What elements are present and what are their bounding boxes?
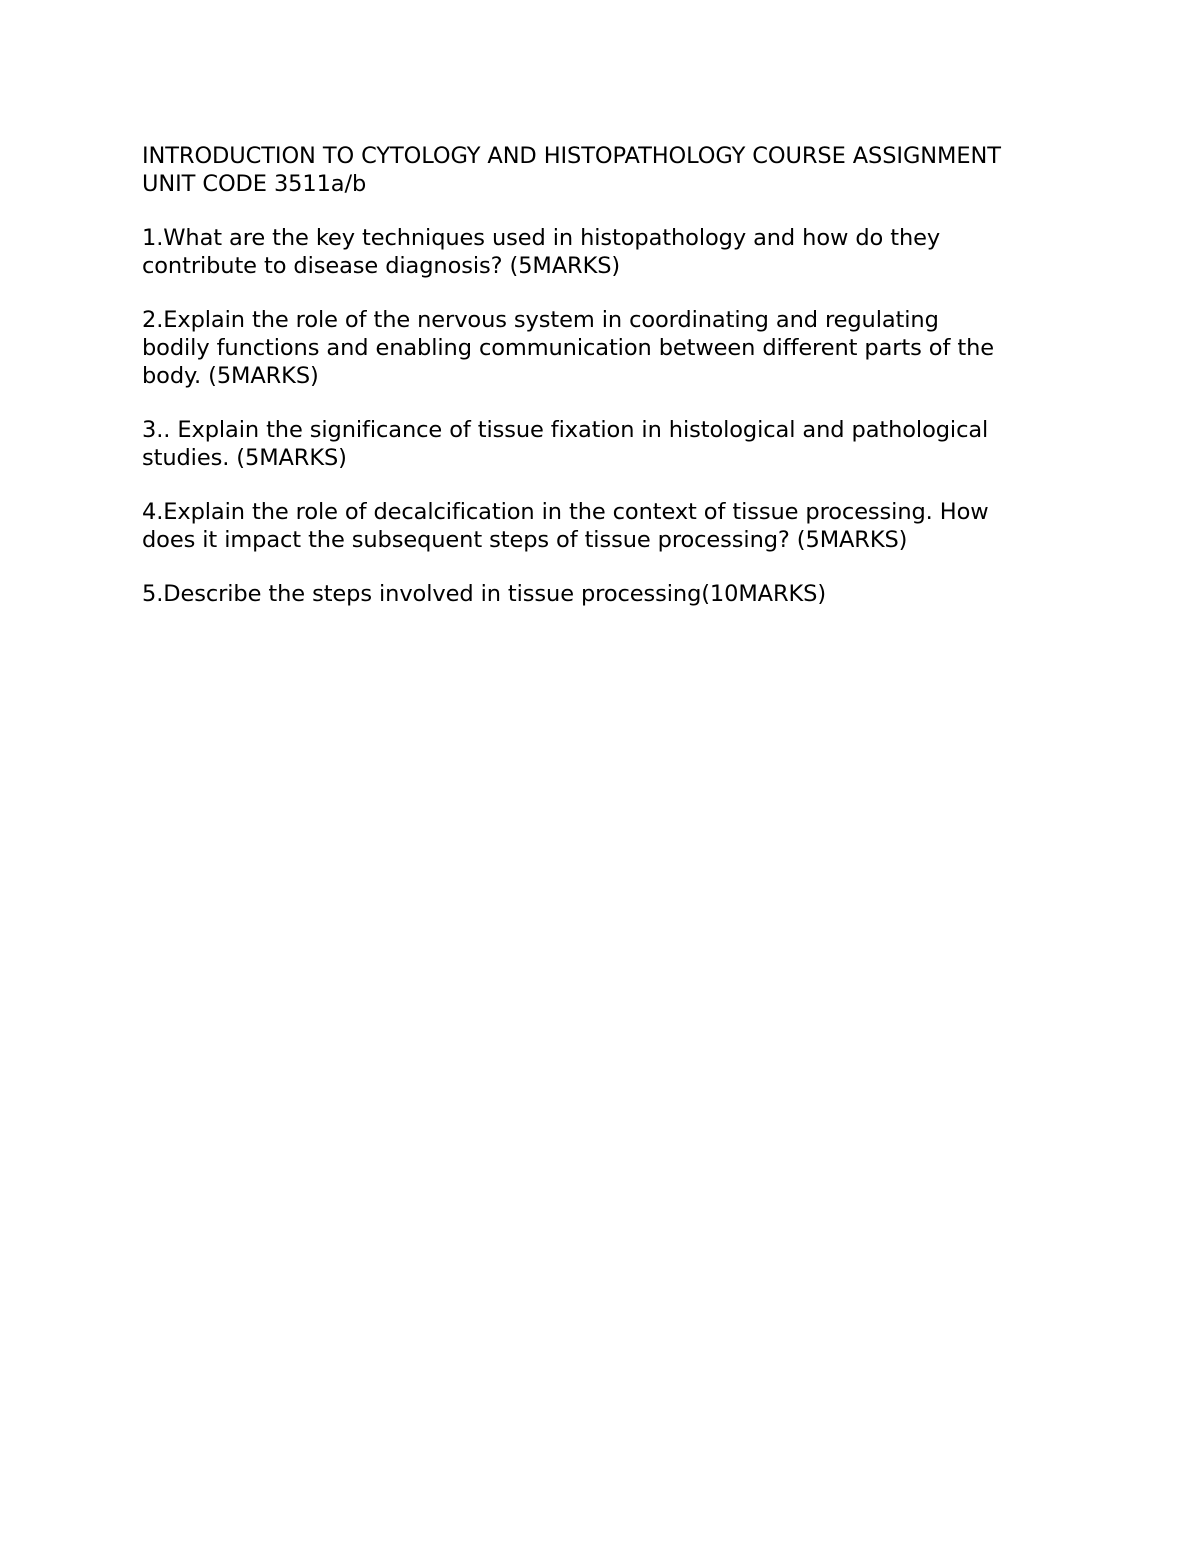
heading-title: INTRODUCTION TO CYTOLOGY AND HISTOPATHOLOGY COURSE ASSIGNMENT xyxy=(142,143,1001,169)
question-5-line-1: 5.Describe the steps involved in tissue processing(10MARKS) xyxy=(142,581,827,607)
document-heading xyxy=(142,142,1072,198)
question-2 xyxy=(142,306,1072,390)
question-4 xyxy=(142,498,1072,554)
question-5 xyxy=(142,580,1072,608)
question-1-line-1: 1.What are the key techniques used in histopathology and how do they xyxy=(142,225,941,251)
question-4-line-1: 4.Explain the role of decalcification in the context of tissue processing. How xyxy=(142,499,989,525)
question-3-line-1: 3.. Explain the significance of tissue fixation in histological and pathological xyxy=(142,417,989,443)
question-3 xyxy=(142,416,1072,472)
question-2-line-3: body. (5MARKS) xyxy=(142,363,319,389)
question-1 xyxy=(142,224,1072,280)
question-4-line-2: does it impact the subsequent steps of tissue processing? (5MARKS) xyxy=(142,527,908,553)
document-body xyxy=(142,142,1072,634)
question-2-line-2: bodily functions and enabling communication between different parts of the xyxy=(142,335,994,361)
question-3-line-2: studies. (5MARKS) xyxy=(142,445,347,471)
heading-unit-code: UNIT CODE 3511a/b xyxy=(142,171,367,197)
question-2-line-1: 2.Explain the role of the nervous system in coordinating and regulating xyxy=(142,307,939,333)
question-1-line-2: contribute to disease diagnosis? (5MARKS) xyxy=(142,253,621,279)
